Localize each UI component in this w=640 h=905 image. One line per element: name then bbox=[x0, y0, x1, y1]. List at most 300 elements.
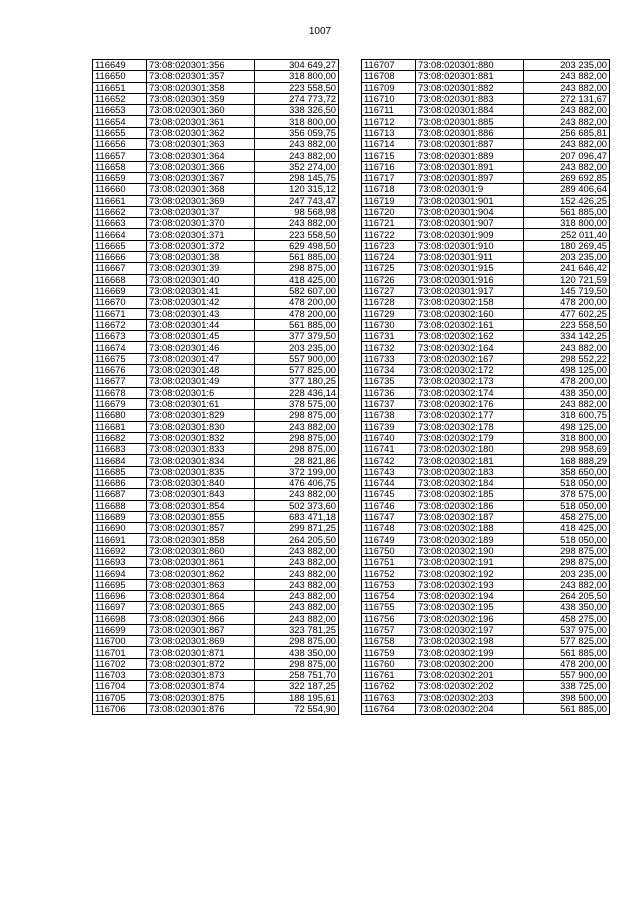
value-cell: 243 882,00 bbox=[255, 218, 339, 229]
value-cell: 378 575,00 bbox=[524, 489, 610, 500]
table-row bbox=[362, 71, 610, 82]
right-table-body bbox=[362, 60, 610, 715]
cadastral-number-cell: 73:08:020301:884 bbox=[416, 105, 524, 116]
value-cell: 478 200,00 bbox=[255, 297, 339, 308]
value-cell: 318 800,00 bbox=[524, 432, 610, 443]
value-cell: 498 125,00 bbox=[524, 421, 610, 432]
table-row bbox=[362, 161, 610, 172]
table-row bbox=[93, 184, 339, 195]
row-number-cell: 116722 bbox=[362, 229, 416, 240]
cadastral-number-cell: 73:08:020301:876 bbox=[147, 703, 255, 714]
cadastral-number-cell: 73:08:020302:194 bbox=[416, 590, 524, 601]
table-row bbox=[362, 658, 610, 669]
table-row bbox=[362, 636, 610, 647]
cadastral-number-cell: 73:08:020301:38 bbox=[147, 252, 255, 263]
value-cell: 243 882,00 bbox=[255, 150, 339, 161]
table-row bbox=[93, 545, 339, 556]
value-cell: 289 406,64 bbox=[524, 184, 610, 195]
value-cell: 318 800,00 bbox=[255, 71, 339, 82]
cadastral-number-cell: 73:08:020301:860 bbox=[147, 545, 255, 556]
table-row bbox=[93, 466, 339, 477]
value-cell: 168 888,29 bbox=[524, 455, 610, 466]
cadastral-number-cell: 73:08:020301:891 bbox=[416, 161, 524, 172]
row-number-cell: 116713 bbox=[362, 127, 416, 138]
cadastral-number-cell: 73:08:020301:360 bbox=[147, 105, 255, 116]
table-row bbox=[362, 319, 610, 330]
row-number-cell: 116664 bbox=[93, 229, 147, 240]
table-row bbox=[362, 376, 610, 387]
row-number-cell: 116705 bbox=[93, 692, 147, 703]
cadastral-number-cell: 73:08:020301:872 bbox=[147, 658, 255, 669]
row-number-cell: 116744 bbox=[362, 477, 416, 488]
cadastral-number-cell: 73:08:020301:366 bbox=[147, 161, 255, 172]
cadastral-number-cell: 73:08:020302:179 bbox=[416, 432, 524, 443]
table-row bbox=[362, 116, 610, 127]
table-row bbox=[362, 353, 610, 364]
value-cell: 223 558,50 bbox=[255, 229, 339, 240]
cadastral-number-cell: 73:08:020301:832 bbox=[147, 432, 255, 443]
value-cell: 577 825,00 bbox=[524, 636, 610, 647]
row-number-cell: 116733 bbox=[362, 353, 416, 364]
cadastral-number-cell: 73:08:020302:197 bbox=[416, 624, 524, 635]
row-number-cell: 116759 bbox=[362, 647, 416, 658]
cadastral-number-cell: 73:08:020301:901 bbox=[416, 195, 524, 206]
value-cell: 145 719,50 bbox=[524, 285, 610, 296]
value-cell: 561 885,00 bbox=[255, 252, 339, 263]
value-cell: 243 882,00 bbox=[255, 421, 339, 432]
value-cell: 683 471,18 bbox=[255, 511, 339, 522]
row-number-cell: 116734 bbox=[362, 365, 416, 376]
cadastral-number-cell: 73:08:020301:911 bbox=[416, 252, 524, 263]
cadastral-number-cell: 73:08:020301:862 bbox=[147, 568, 255, 579]
table-row bbox=[93, 82, 339, 93]
table-row bbox=[93, 263, 339, 274]
row-number-cell: 116663 bbox=[93, 218, 147, 229]
cadastral-number-cell: 73:08:020301:830 bbox=[147, 421, 255, 432]
cadastral-number-cell: 73:08:020301:883 bbox=[416, 93, 524, 104]
row-number-cell: 116650 bbox=[93, 71, 147, 82]
value-cell: 243 882,00 bbox=[255, 590, 339, 601]
table-row bbox=[362, 692, 610, 703]
value-cell: 518 050,00 bbox=[524, 500, 610, 511]
value-cell: 352 274,00 bbox=[255, 161, 339, 172]
row-number-cell: 116676 bbox=[93, 365, 147, 376]
value-cell: 223 558,50 bbox=[524, 319, 610, 330]
value-cell: 272 131,67 bbox=[524, 93, 610, 104]
row-number-cell: 116751 bbox=[362, 557, 416, 568]
cadastral-number-cell: 73:08:020301:909 bbox=[416, 229, 524, 240]
cadastral-number-cell: 73:08:020302:192 bbox=[416, 568, 524, 579]
row-number-cell: 116671 bbox=[93, 308, 147, 319]
table-row bbox=[93, 161, 339, 172]
value-cell: 629 498,50 bbox=[255, 240, 339, 251]
table-row bbox=[362, 579, 610, 590]
table-row bbox=[93, 353, 339, 364]
value-cell: 561 885,00 bbox=[524, 206, 610, 217]
row-number-cell: 116732 bbox=[362, 342, 416, 353]
table-row bbox=[362, 500, 610, 511]
row-number-cell: 116668 bbox=[93, 274, 147, 285]
value-cell: 478 200,00 bbox=[524, 376, 610, 387]
cadastral-number-cell: 73:08:020301:44 bbox=[147, 319, 255, 330]
row-number-cell: 116757 bbox=[362, 624, 416, 635]
row-number-cell: 116747 bbox=[362, 511, 416, 522]
table-row bbox=[93, 274, 339, 285]
row-number-cell: 116699 bbox=[93, 624, 147, 635]
page-number: 1007 bbox=[308, 26, 332, 37]
value-cell: 478 200,00 bbox=[524, 658, 610, 669]
cadastral-number-cell: 73:08:020301:46 bbox=[147, 342, 255, 353]
table-row bbox=[93, 647, 339, 658]
value-cell: 203 235,00 bbox=[524, 568, 610, 579]
table-row bbox=[93, 376, 339, 387]
value-cell: 274 773,72 bbox=[255, 93, 339, 104]
table-row bbox=[93, 681, 339, 692]
cadastral-number-cell: 73:08:020302:180 bbox=[416, 444, 524, 455]
cadastral-number-cell: 73:08:020302:178 bbox=[416, 421, 524, 432]
row-number-cell: 116697 bbox=[93, 602, 147, 613]
row-number-cell: 116753 bbox=[362, 579, 416, 590]
row-number-cell: 116673 bbox=[93, 331, 147, 342]
table-row bbox=[362, 410, 610, 421]
cadastral-number-cell: 73:08:020301:40 bbox=[147, 274, 255, 285]
row-number-cell: 116720 bbox=[362, 206, 416, 217]
table-row bbox=[93, 670, 339, 681]
cadastral-number-cell: 73:08:020302:204 bbox=[416, 703, 524, 714]
value-cell: 264 205,50 bbox=[255, 534, 339, 545]
row-number-cell: 116717 bbox=[362, 172, 416, 183]
table-row bbox=[362, 602, 610, 613]
value-cell: 378 575,00 bbox=[255, 398, 339, 409]
value-cell: 298 875,00 bbox=[255, 410, 339, 421]
table-row bbox=[362, 647, 610, 658]
value-cell: 338 725,00 bbox=[524, 681, 610, 692]
value-cell: 243 882,00 bbox=[524, 161, 610, 172]
value-cell: 223 558,50 bbox=[255, 82, 339, 93]
table-row bbox=[362, 195, 610, 206]
cadastral-number-cell: 73:08:020301:861 bbox=[147, 557, 255, 568]
value-cell: 243 882,00 bbox=[524, 398, 610, 409]
cadastral-number-cell: 73:08:020302:177 bbox=[416, 410, 524, 421]
table-row bbox=[93, 195, 339, 206]
row-number-cell: 116752 bbox=[362, 568, 416, 579]
row-number-cell: 116760 bbox=[362, 658, 416, 669]
table-row bbox=[362, 331, 610, 342]
row-number-cell: 116675 bbox=[93, 353, 147, 364]
row-number-cell: 116749 bbox=[362, 534, 416, 545]
value-cell: 561 885,00 bbox=[524, 703, 610, 714]
table-row bbox=[93, 455, 339, 466]
cadastral-number-cell: 73:08:020301:854 bbox=[147, 500, 255, 511]
table-row bbox=[93, 557, 339, 568]
cadastral-number-cell: 73:08:020301:371 bbox=[147, 229, 255, 240]
table-row bbox=[362, 590, 610, 601]
row-number-cell: 116682 bbox=[93, 432, 147, 443]
row-number-cell: 116728 bbox=[362, 297, 416, 308]
value-cell: 298 958,69 bbox=[524, 444, 610, 455]
cadastral-number-cell: 73:08:020301:9 bbox=[416, 184, 524, 195]
row-number-cell: 116666 bbox=[93, 252, 147, 263]
table-row bbox=[362, 557, 610, 568]
row-number-cell: 116685 bbox=[93, 466, 147, 477]
row-number-cell: 116657 bbox=[93, 150, 147, 161]
table-row bbox=[93, 319, 339, 330]
row-number-cell: 116702 bbox=[93, 658, 147, 669]
cadastral-number-cell: 73:08:020302:160 bbox=[416, 308, 524, 319]
table-row bbox=[93, 613, 339, 624]
cadastral-number-cell: 73:08:020301:357 bbox=[147, 71, 255, 82]
table-row bbox=[93, 489, 339, 500]
table-row bbox=[93, 636, 339, 647]
table-row bbox=[362, 206, 610, 217]
cadastral-number-cell: 73:08:020302:189 bbox=[416, 534, 524, 545]
table-row bbox=[93, 444, 339, 455]
row-number-cell: 116690 bbox=[93, 523, 147, 534]
cadastral-number-cell: 73:08:020301:361 bbox=[147, 116, 255, 127]
row-number-cell: 116680 bbox=[93, 410, 147, 421]
row-number-cell: 116721 bbox=[362, 218, 416, 229]
cadastral-number-cell: 73:08:020302:164 bbox=[416, 342, 524, 353]
cadastral-number-cell: 73:08:020301:864 bbox=[147, 590, 255, 601]
value-cell: 207 096,47 bbox=[524, 150, 610, 161]
value-cell: 243 882,00 bbox=[524, 579, 610, 590]
value-cell: 502 373,60 bbox=[255, 500, 339, 511]
cadastral-number-cell: 73:08:020301:885 bbox=[416, 116, 524, 127]
row-number-cell: 116736 bbox=[362, 387, 416, 398]
row-number-cell: 116716 bbox=[362, 161, 416, 172]
row-number-cell: 116652 bbox=[93, 93, 147, 104]
row-number-cell: 116689 bbox=[93, 511, 147, 522]
row-number-cell: 116691 bbox=[93, 534, 147, 545]
cadastral-number-cell: 73:08:020301:858 bbox=[147, 534, 255, 545]
row-number-cell: 116712 bbox=[362, 116, 416, 127]
table-row bbox=[362, 127, 610, 138]
value-cell: 299 871,25 bbox=[255, 523, 339, 534]
value-cell: 243 882,00 bbox=[255, 568, 339, 579]
cadastral-number-cell: 73:08:020302:202 bbox=[416, 681, 524, 692]
cadastral-number-cell: 73:08:020301:867 bbox=[147, 624, 255, 635]
value-cell: 243 882,00 bbox=[524, 139, 610, 150]
table-row bbox=[362, 624, 610, 635]
cadastral-number-cell: 73:08:020302:203 bbox=[416, 692, 524, 703]
row-number-cell: 116743 bbox=[362, 466, 416, 477]
row-number-cell: 116696 bbox=[93, 590, 147, 601]
row-number-cell: 116708 bbox=[362, 71, 416, 82]
table-row bbox=[93, 172, 339, 183]
row-number-cell: 116710 bbox=[362, 93, 416, 104]
row-number-cell: 116763 bbox=[362, 692, 416, 703]
cadastral-number-cell: 73:08:020302:186 bbox=[416, 500, 524, 511]
value-cell: 323 781,25 bbox=[255, 624, 339, 635]
table-row bbox=[93, 139, 339, 150]
table-row bbox=[362, 263, 610, 274]
row-number-cell: 116681 bbox=[93, 421, 147, 432]
value-cell: 203 235,00 bbox=[524, 60, 610, 71]
table-row bbox=[93, 331, 339, 342]
table-row bbox=[362, 172, 610, 183]
table-row bbox=[93, 624, 339, 635]
row-number-cell: 116698 bbox=[93, 613, 147, 624]
row-number-cell: 116729 bbox=[362, 308, 416, 319]
cadastral-number-cell: 73:08:020301:356 bbox=[147, 60, 255, 71]
row-number-cell: 116761 bbox=[362, 670, 416, 681]
table-row bbox=[93, 568, 339, 579]
cadastral-number-cell: 73:08:020301:362 bbox=[147, 127, 255, 138]
value-cell: 298 875,00 bbox=[255, 444, 339, 455]
value-cell: 243 882,00 bbox=[524, 105, 610, 116]
value-cell: 298 552,22 bbox=[524, 353, 610, 364]
row-number-cell: 116677 bbox=[93, 376, 147, 387]
value-cell: 269 692,85 bbox=[524, 172, 610, 183]
row-number-cell: 116719 bbox=[362, 195, 416, 206]
value-cell: 243 882,00 bbox=[524, 82, 610, 93]
row-number-cell: 116700 bbox=[93, 636, 147, 647]
cadastral-number-cell: 73:08:020301:369 bbox=[147, 195, 255, 206]
table-row bbox=[93, 579, 339, 590]
cadastral-number-cell: 73:08:020301:359 bbox=[147, 93, 255, 104]
value-cell: 577 825,00 bbox=[255, 365, 339, 376]
value-cell: 356 059,75 bbox=[255, 127, 339, 138]
value-cell: 243 882,00 bbox=[255, 557, 339, 568]
table-row bbox=[93, 421, 339, 432]
table-row bbox=[93, 432, 339, 443]
row-number-cell: 116762 bbox=[362, 681, 416, 692]
table-row bbox=[362, 489, 610, 500]
table-row bbox=[362, 218, 610, 229]
value-cell: 243 882,00 bbox=[255, 139, 339, 150]
cadastral-number-cell: 73:08:020302:173 bbox=[416, 376, 524, 387]
value-cell: 557 900,00 bbox=[524, 670, 610, 681]
left-register-table bbox=[92, 59, 339, 715]
row-number-cell: 116686 bbox=[93, 477, 147, 488]
row-number-cell: 116672 bbox=[93, 319, 147, 330]
cadastral-number-cell: 73:08:020302:190 bbox=[416, 545, 524, 556]
row-number-cell: 116661 bbox=[93, 195, 147, 206]
cadastral-number-cell: 73:08:020301:881 bbox=[416, 71, 524, 82]
right-register-table bbox=[361, 59, 610, 715]
table-row bbox=[93, 500, 339, 511]
row-number-cell: 116741 bbox=[362, 444, 416, 455]
left-table-body bbox=[93, 60, 339, 715]
value-cell: 203 235,00 bbox=[255, 342, 339, 353]
table-row bbox=[362, 105, 610, 116]
table-row bbox=[93, 398, 339, 409]
cadastral-number-cell: 73:08:020301:48 bbox=[147, 365, 255, 376]
value-cell: 243 882,00 bbox=[255, 545, 339, 556]
value-cell: 243 882,00 bbox=[255, 579, 339, 590]
table-row bbox=[362, 477, 610, 488]
table-row bbox=[362, 150, 610, 161]
cadastral-number-cell: 73:08:020301:42 bbox=[147, 297, 255, 308]
cadastral-number-cell: 73:08:020301:370 bbox=[147, 218, 255, 229]
value-cell: 377 379,50 bbox=[255, 331, 339, 342]
value-cell: 228 436,14 bbox=[255, 387, 339, 398]
cadastral-number-cell: 73:08:020301:834 bbox=[147, 455, 255, 466]
value-cell: 243 882,00 bbox=[524, 342, 610, 353]
value-cell: 28 821,86 bbox=[255, 455, 339, 466]
table-row bbox=[362, 93, 610, 104]
table-row bbox=[362, 139, 610, 150]
value-cell: 72 554,90 bbox=[255, 703, 339, 714]
value-cell: 252 011,40 bbox=[524, 229, 610, 240]
table-row bbox=[93, 308, 339, 319]
value-cell: 243 882,00 bbox=[255, 602, 339, 613]
value-cell: 358 650,00 bbox=[524, 466, 610, 477]
cadastral-number-cell: 73:08:020301:368 bbox=[147, 184, 255, 195]
row-number-cell: 116683 bbox=[93, 444, 147, 455]
value-cell: 477 602,25 bbox=[524, 308, 610, 319]
cadastral-number-cell: 73:08:020302:161 bbox=[416, 319, 524, 330]
cadastral-number-cell: 73:08:020301:45 bbox=[147, 331, 255, 342]
table-row bbox=[362, 229, 610, 240]
value-cell: 256 685,81 bbox=[524, 127, 610, 138]
table-row bbox=[362, 613, 610, 624]
table-row bbox=[93, 60, 339, 71]
value-cell: 298 145,75 bbox=[255, 172, 339, 183]
cadastral-number-cell: 73:08:020302:181 bbox=[416, 455, 524, 466]
cadastral-number-cell: 73:08:020301:840 bbox=[147, 477, 255, 488]
table-row bbox=[93, 523, 339, 534]
value-cell: 478 200,00 bbox=[524, 297, 610, 308]
table-row bbox=[93, 658, 339, 669]
table-row bbox=[362, 252, 610, 263]
cadastral-number-cell: 73:08:020302:184 bbox=[416, 477, 524, 488]
cadastral-number-cell: 73:08:020301:915 bbox=[416, 263, 524, 274]
table-row bbox=[93, 342, 339, 353]
row-number-cell: 116764 bbox=[362, 703, 416, 714]
value-cell: 258 751,70 bbox=[255, 670, 339, 681]
value-cell: 582 607,00 bbox=[255, 285, 339, 296]
value-cell: 518 050,00 bbox=[524, 534, 610, 545]
cadastral-number-cell: 73:08:020301:358 bbox=[147, 82, 255, 93]
cadastral-number-cell: 73:08:020302:196 bbox=[416, 613, 524, 624]
value-cell: 458 275,00 bbox=[524, 613, 610, 624]
row-number-cell: 116658 bbox=[93, 161, 147, 172]
row-number-cell: 116746 bbox=[362, 500, 416, 511]
row-number-cell: 116754 bbox=[362, 590, 416, 601]
value-cell: 318 800,00 bbox=[255, 116, 339, 127]
table-row bbox=[93, 602, 339, 613]
value-cell: 438 350,00 bbox=[524, 602, 610, 613]
table-row bbox=[362, 297, 610, 308]
cadastral-number-cell: 73:08:020301:882 bbox=[416, 82, 524, 93]
cadastral-number-cell: 73:08:020302:176 bbox=[416, 398, 524, 409]
table-row bbox=[362, 681, 610, 692]
table-row bbox=[93, 692, 339, 703]
cadastral-number-cell: 73:08:020301:875 bbox=[147, 692, 255, 703]
row-number-cell: 116709 bbox=[362, 82, 416, 93]
value-cell: 298 875,00 bbox=[524, 545, 610, 556]
table-row bbox=[362, 432, 610, 443]
row-number-cell: 116662 bbox=[93, 206, 147, 217]
row-number-cell: 116701 bbox=[93, 647, 147, 658]
cadastral-number-cell: 73:08:020302:185 bbox=[416, 489, 524, 500]
table-row bbox=[362, 342, 610, 353]
cadastral-number-cell: 73:08:020301:907 bbox=[416, 218, 524, 229]
value-cell: 398 500,00 bbox=[524, 692, 610, 703]
table-row bbox=[362, 387, 610, 398]
row-number-cell: 116718 bbox=[362, 184, 416, 195]
cadastral-number-cell: 73:08:020301:6 bbox=[147, 387, 255, 398]
cadastral-number-cell: 73:08:020301:889 bbox=[416, 150, 524, 161]
cadastral-number-cell: 73:08:020301:833 bbox=[147, 444, 255, 455]
cadastral-number-cell: 73:08:020302:201 bbox=[416, 670, 524, 681]
value-cell: 338 326,50 bbox=[255, 105, 339, 116]
value-cell: 298 875,00 bbox=[255, 432, 339, 443]
cadastral-number-cell: 73:08:020302:187 bbox=[416, 511, 524, 522]
value-cell: 418 425,00 bbox=[524, 523, 610, 534]
row-number-cell: 116670 bbox=[93, 297, 147, 308]
